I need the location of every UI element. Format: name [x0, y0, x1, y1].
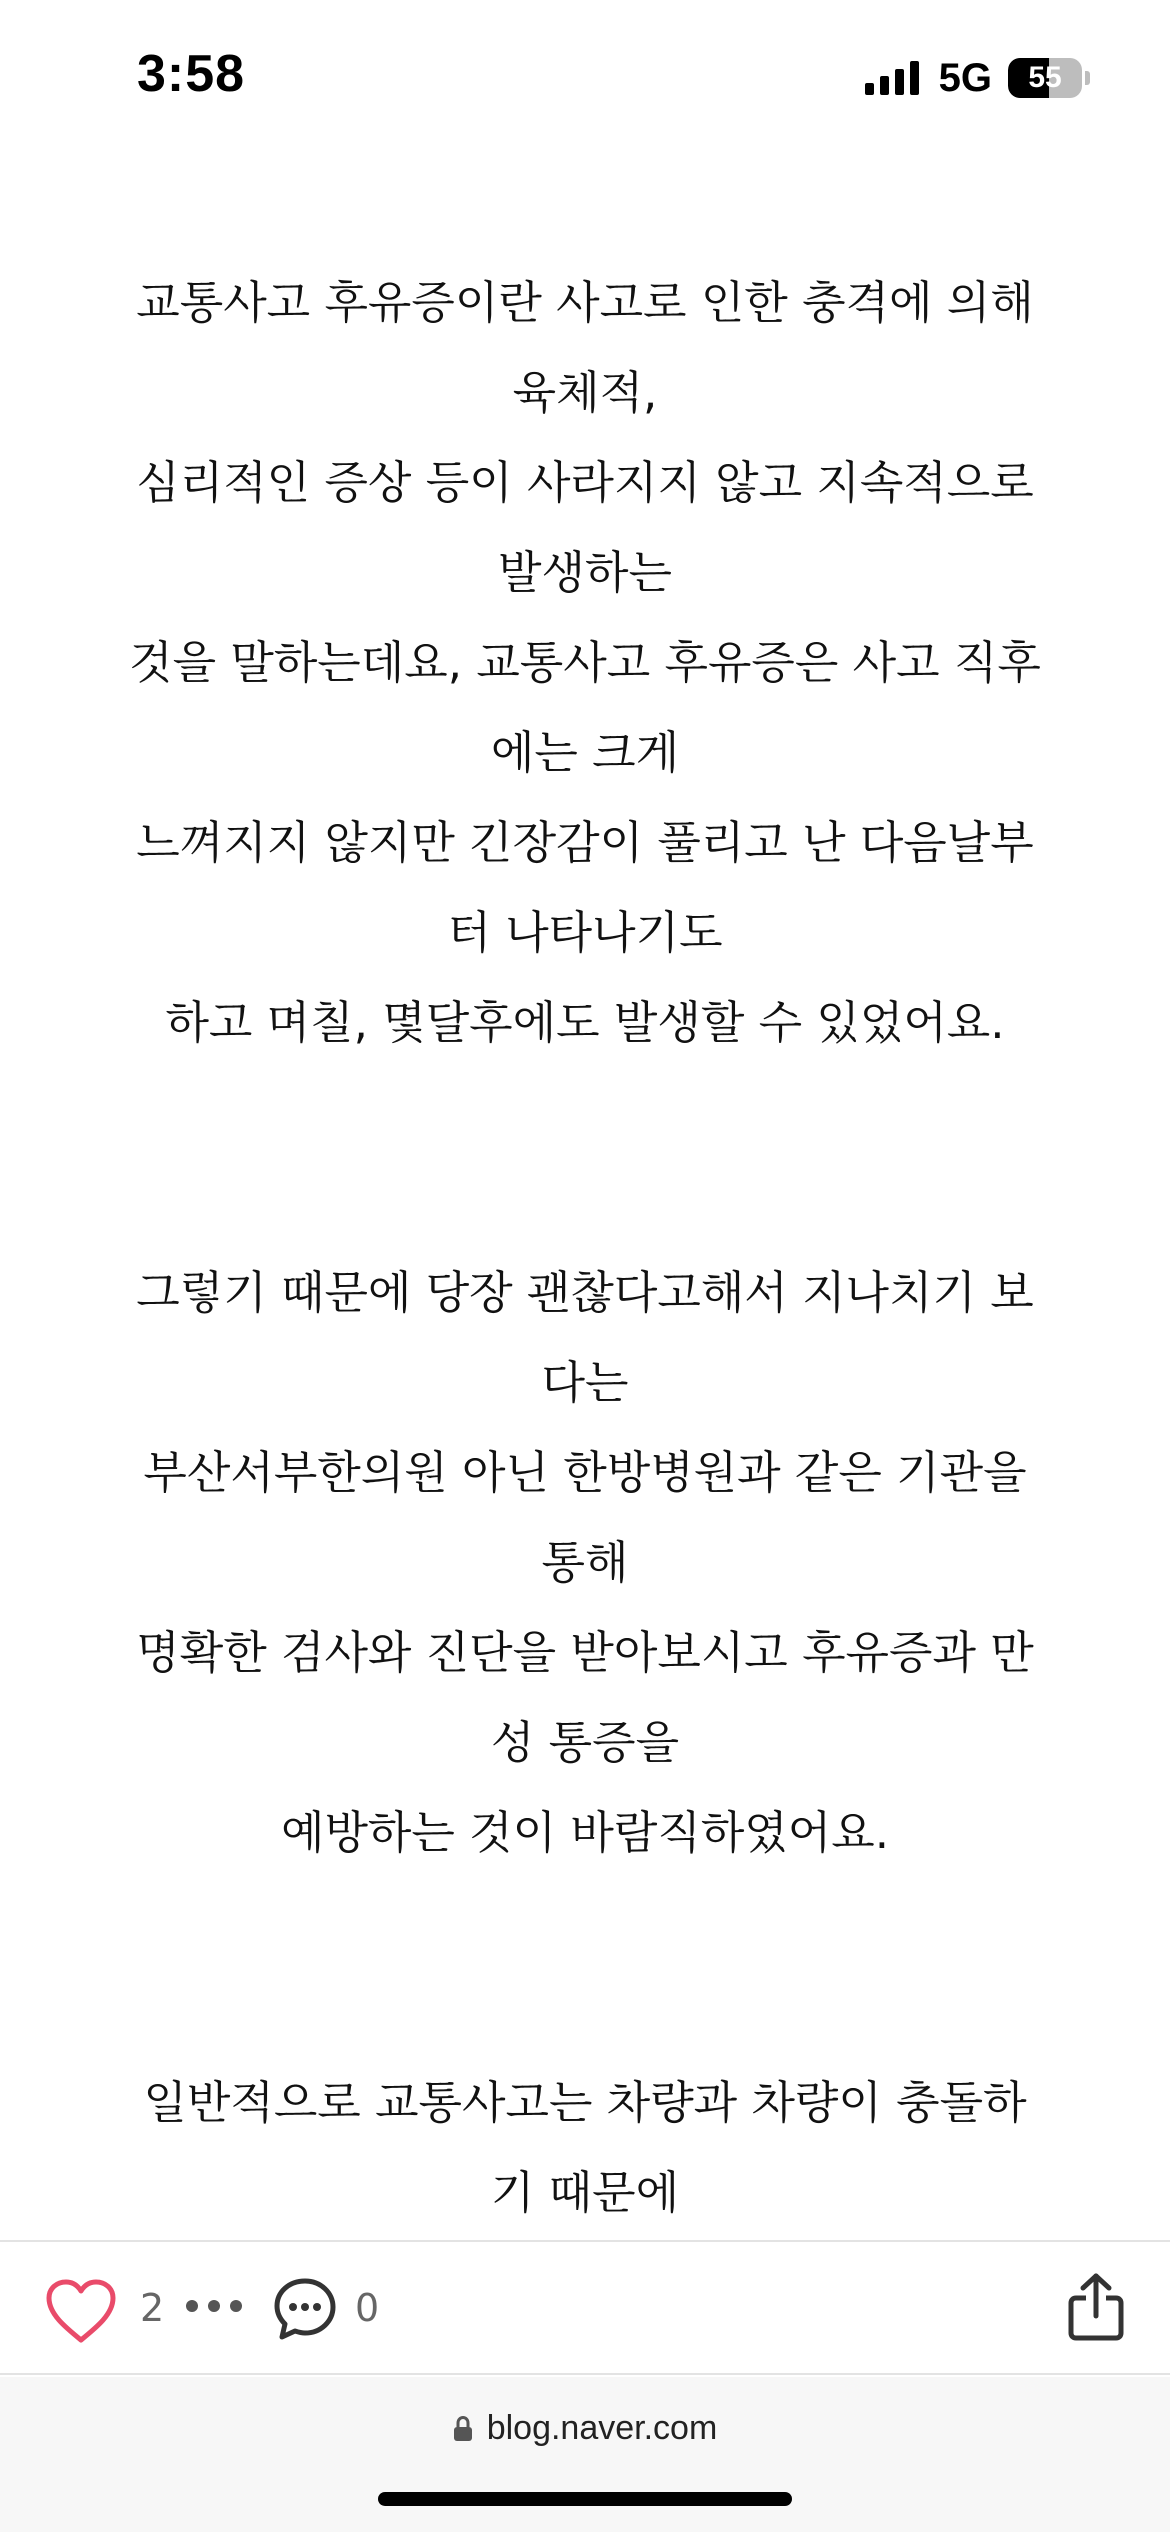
network-type: 5G [938, 55, 992, 100]
comment-bubble-icon[interactable] [272, 2276, 338, 2342]
comment-count[interactable]: 0 [355, 2286, 380, 2330]
browser-url-bar [0, 2377, 1170, 2532]
paragraph-line: 부산서부한의원 아닌 한방병원과 같은 기관을 [143, 1446, 1027, 1499]
lock-icon [453, 2416, 473, 2442]
paragraph-line: 다는 [541, 1356, 629, 1409]
home-indicator[interactable] [378, 2492, 792, 2506]
paragraph-line: 발생하는 [498, 546, 672, 599]
paragraph-line: 교통사고 후유증이란 사고로 인한 충격에 의해 [136, 276, 1034, 329]
paragraph-line: 느껴지지 않지만 긴장감이 풀리고 난 다음날부 [136, 816, 1034, 869]
post-action-bar [0, 2240, 1170, 2375]
paragraph-line: 명확한 검사와 진단을 받아보시고 후유증과 만 [136, 1626, 1034, 1679]
paragraph-line: 하고 며칠, 몇달후에도 발생할 수 있었어요. [165, 996, 1005, 1049]
url-text[interactable]: blog.naver.com [486, 2409, 718, 2447]
status-time: 3:58 [137, 45, 246, 103]
paragraph-line: 기 때문에 [490, 2166, 680, 2219]
paragraph-line: 그렇기 때문에 당장 괜찮다고해서 지나치기 보 [136, 1266, 1034, 1319]
heart-icon[interactable] [45, 2278, 117, 2344]
blog-article-body [60, 258, 1110, 2418]
cellular-signal-icon [865, 61, 919, 95]
paragraph-line: 육체적, [512, 366, 658, 419]
share-icon[interactable] [1066, 2272, 1126, 2342]
paragraph-line: 예방하는 것이 바람직하였어요. [280, 1806, 890, 1859]
paragraph-line: 성 통증을 [490, 1716, 680, 1769]
article-paragraph [60, 1248, 1110, 1878]
paragraph-line: 통해 [541, 1536, 629, 1589]
paragraph-line: 에는 크게 [490, 726, 680, 779]
paragraph-line: 것을 말하는데요, 교통사고 후유증은 사고 직후 [129, 636, 1041, 689]
status-bar [0, 0, 1170, 150]
battery-level: 55 [1028, 61, 1062, 94]
battery-icon [1008, 58, 1090, 98]
paragraph-line: 터 나타나기도 [447, 906, 723, 959]
ellipsis-icon[interactable] [186, 2300, 242, 2318]
article-paragraph [60, 2058, 1110, 2238]
like-count[interactable]: 2 [140, 2286, 165, 2330]
paragraph-line: 일반적으로 교통사고는 차량과 차량이 충돌하 [143, 2076, 1027, 2129]
article-paragraph [60, 258, 1110, 1068]
address-field[interactable] [0, 2409, 1170, 2448]
status-indicators [865, 54, 1090, 102]
paragraph-line: 심리적인 증상 등이 사라지지 않고 지속적으로 [136, 456, 1034, 509]
